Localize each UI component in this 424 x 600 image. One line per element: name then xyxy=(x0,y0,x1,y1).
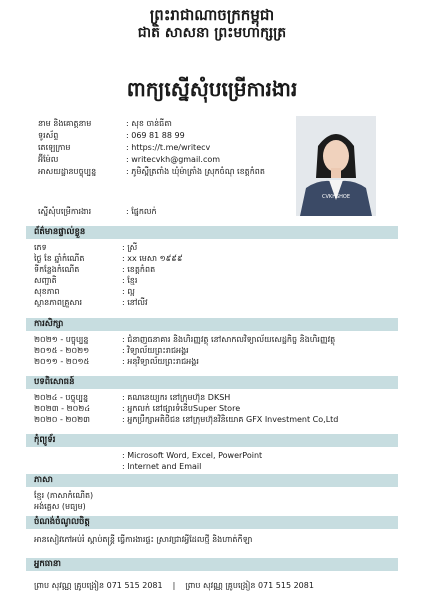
reference-item: ព្រាប សុវណ្ណ គ្រូបង្រៀន 071 515 2081 xyxy=(185,581,314,590)
contact-row-email xyxy=(38,154,304,166)
apply-label: ស្នើសុំបម្រើការងារ xyxy=(38,207,92,216)
personal-value: : ខ្មែរ xyxy=(122,276,138,285)
contact-value: : https://t.me/writecv xyxy=(126,143,211,152)
education-row xyxy=(34,356,422,367)
reference-item: ព្រាប សុវណ្ណ គ្រូបង្រៀន 071 515 2081 xyxy=(34,581,163,590)
experience-row xyxy=(34,392,422,403)
language-block xyxy=(34,490,93,512)
profile-photo xyxy=(296,116,376,216)
contact-row-phone xyxy=(38,130,304,142)
language-item: អង់គ្លេស (មធ្យម) xyxy=(34,502,86,511)
education-period: ២០២១ - បច្ចុប្បន្ន xyxy=(34,335,89,344)
apply-position xyxy=(38,206,304,218)
reference-separator: | xyxy=(172,581,176,590)
section-education: ការសិក្សា xyxy=(26,318,398,331)
personal-label: ទីកន្លែងកំណើត xyxy=(34,265,80,274)
personal-label: ស្ថានភាពគ្រួសារ xyxy=(34,298,83,307)
education-row xyxy=(34,334,422,345)
experience-block xyxy=(34,392,422,425)
kingdom-header xyxy=(0,6,424,42)
education-period: ២០១១ - ២០១៥ xyxy=(34,357,90,366)
personal-label: សុខភាព xyxy=(34,287,60,296)
personal-value: : xx មេសា ១៩៩៩ xyxy=(122,254,183,263)
education-detail: : ជំនាញធនាគារ និងហិរញ្ញវត្ថុ នៅសាកលវិទ្យាល័យសេដ្ឋកិច្ច និងហិរញ្ញវត្ថុ xyxy=(122,335,336,344)
contact-label: នាម និងគោត្តនាម xyxy=(38,119,92,128)
contact-block xyxy=(38,118,304,178)
education-detail: : វិទ្យាល័យព្រះរាជអង្គរ xyxy=(122,346,189,355)
apply-value: : ផ្នែកលក់ xyxy=(126,207,157,216)
experience-detail: : អ្នកប្រឹក្សាអតិថិជន នៅក្រុមហ៊ុនវិនិយោគ GFX Investment Co,Ltd xyxy=(122,415,339,424)
contact-label: អាសយដ្ឋានបច្ចុប្បន្ន xyxy=(38,167,97,176)
contact-label: ទូរស័ព្ទ xyxy=(38,131,59,140)
personal-value: : ស្រី xyxy=(122,243,138,252)
section-computer: កុំព្យូទ័រ xyxy=(26,434,398,447)
hobbies-block xyxy=(34,534,252,545)
photo-watermark: CVKHSHOE xyxy=(322,194,350,200)
section-references: អ្នកធានា xyxy=(26,558,398,571)
contact-value: : writecvkh@gmail.com xyxy=(126,155,221,164)
education-detail: : អនុវិទ្យាល័យព្រះរាជអង្គរ xyxy=(122,357,199,366)
document-title: ពាក្យស្នើសុំបម្រើការងារ xyxy=(126,77,298,101)
personal-row xyxy=(34,286,422,297)
personal-label: សញ្ជាតិ xyxy=(34,276,57,285)
contact-label: តេឡេក្រាម xyxy=(38,143,71,152)
experience-period: ២០២៣ - ២០២៤ xyxy=(34,404,91,413)
education-row xyxy=(34,345,422,356)
section-experience: បទពិសោធន៍ xyxy=(26,376,398,389)
section-hobbies: ចំណង់ចំណូលចិត្ត xyxy=(26,516,398,529)
personal-label: ភេទ xyxy=(34,243,47,252)
education-block xyxy=(34,334,422,367)
language-item: ខ្មែរ (ភាសាកំណើត) xyxy=(34,491,94,500)
kingdom-line-1: ព្រះរាជាណាចក្រកម្ពុជា xyxy=(149,6,275,24)
kingdom-line-2: ជាតិ សាសនា ព្រះមហាក្សត្រ xyxy=(137,25,287,41)
section-language: ភាសា xyxy=(26,474,398,487)
personal-row xyxy=(34,253,422,264)
personal-value: : ខេត្តកំពត xyxy=(122,265,156,274)
personal-value: : នៅលីវ xyxy=(122,298,148,307)
education-period: ២០១៥ - ២០២១ xyxy=(34,346,90,355)
experience-row xyxy=(34,414,422,425)
contact-row-name xyxy=(38,118,304,130)
computer-block xyxy=(122,450,262,472)
experience-period: ២០២៤ - បច្ចុប្បន្ន xyxy=(34,393,89,402)
portrait-illustration xyxy=(296,116,376,216)
personal-row xyxy=(34,264,422,275)
experience-row xyxy=(34,403,422,414)
contact-value: : សុខ ចាន់ធីតា xyxy=(126,119,172,128)
contact-row-telegram xyxy=(38,142,304,154)
personal-block xyxy=(34,242,422,308)
personal-row xyxy=(34,242,422,253)
experience-detail: : អ្នកលក់ នៅផ្សារទំនើបSuper Store xyxy=(122,404,241,413)
computer-skill: : Microsoft Word, Excel, PowerPoint xyxy=(122,451,263,460)
personal-row xyxy=(34,297,422,308)
contact-label: អ៊ីម៉ែល xyxy=(38,155,59,164)
hobbies-text: អានសៀវភៅអប់រំ ស្តាប់តន្ត្រី ធ្វើការងារផ្ទះ ស្រាវជ្រាវអ្វីដែលថ្មី និងហាត់កីឡា xyxy=(34,535,253,544)
personal-value: : ល្អ xyxy=(122,287,135,296)
personal-label: ថ្ងៃ ខែ ឆ្នាំកំណើត xyxy=(34,254,85,263)
section-personal: ព័ត៌មានផ្ទាល់ខ្លួន xyxy=(26,226,398,239)
personal-row xyxy=(34,275,422,286)
computer-skill: : Internet and Email xyxy=(122,462,202,471)
experience-detail: : គណនេយ្យករ នៅក្រុមហ៊ុន DKSH xyxy=(122,393,231,402)
contact-row-address xyxy=(38,166,304,178)
experience-period: ២០២០ - ២០២៣ xyxy=(34,415,91,424)
contact-value: : 069 81 88 99 xyxy=(126,131,185,140)
contact-value: : ភូមិស្ពឺត្រពាំង ឃុំម៉ាត្រាំង ស្រុកចំណុ ខេត្តកំពត xyxy=(126,167,265,176)
references-block xyxy=(34,580,314,591)
apply-row xyxy=(38,206,304,218)
